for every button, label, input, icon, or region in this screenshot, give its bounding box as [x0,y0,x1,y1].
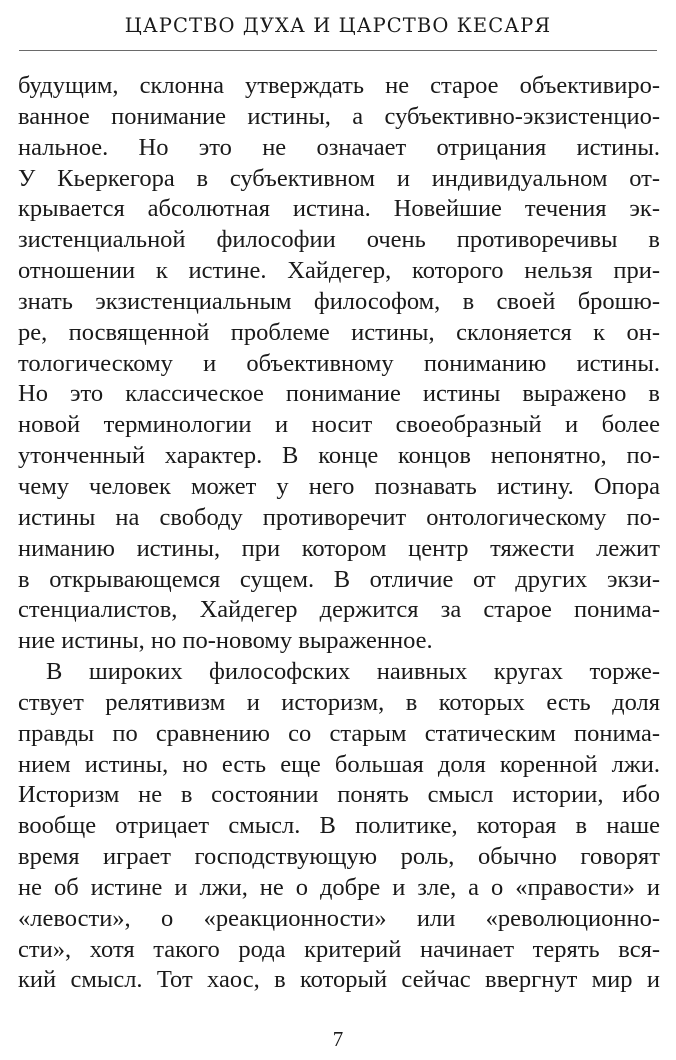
text-line: время играет господствующую роль, обычно говорят [18,843,660,871]
text-line: крывается абсолютная истина. Новейшие течения эк- [18,195,660,223]
text-line: новой терминологии и носит своеобразный и более [18,411,660,439]
text-line: стенциалистов, Хайдегер держится за старое понима- [18,596,660,624]
text-line: тологическому и объективному пониманию истины. [18,349,660,377]
text-line: не об истине и лжи, не о добре и зле, а о «правости» и [18,873,660,901]
text-line: зистенциальной философии очень противоречивы в [18,226,660,254]
text-line: ванное понимание истины, а субъективно-экзистенцио- [18,102,660,130]
text-line: будущим, склонна утверждать не старое объективиро- [18,72,660,99]
text-line: нальное. Но это не означает отрицания истины. [18,133,660,161]
text-line: отношении к истине. Хайдегер, которого нельзя при- [18,257,660,285]
header-rule [19,50,657,51]
text-line: У Кьеркегора в субъективном и индивидуальном от- [18,164,660,192]
text-line: вообще отрицает смысл. В политике, которая в наше [18,812,660,840]
text-line: Историзм не в состоянии понять смысл истории, ибо [18,781,660,809]
text-line: истины на свободу противоречит онтологическому по- [18,503,660,531]
text-line: ствует релятивизм и историзм, в которых есть доля [18,688,660,716]
text-line: кий смысл. Тот хаос, в который сейчас ввергнут мир и [18,966,660,994]
text-line: ние истины, но по-новому выраженное. [18,627,433,655]
text-line: чему человек может у него познавать истину. Опора [18,472,660,500]
text-line: В широких философских наивных кругах торже- [46,658,660,686]
text-line: сти», хотя такого рода критерий начинает терять вся- [18,935,660,963]
text-line: ре, посвященной проблеме истины, склоняется к он- [18,318,660,346]
page-number: 7 [332,1027,344,1051]
text-line: в открывающемся сущем. В отличие от других экзи- [18,565,660,593]
text-line: утонченный характер. В конце концов непонятно, по- [18,442,660,470]
text-line: правды по сравнению со старым статическим понима- [18,719,660,747]
body-text [18,71,660,996]
text-line: «левости», о «реакционности» или «революционно- [18,904,660,932]
text-line: ниманию истины, при котором центр тяжести лежит [18,534,660,562]
text-line: Но это классическое понимание истины выражено в [18,380,660,408]
running-header: ЦАРСТВО ДУХА И ЦАРСТВО КЕСАРЯ [124,14,552,37]
text-line: знать экзистенциальным философом, в своей брошю- [18,287,660,315]
text-line: нием истины, но есть еще большая доля коренной лжи. [18,750,660,778]
